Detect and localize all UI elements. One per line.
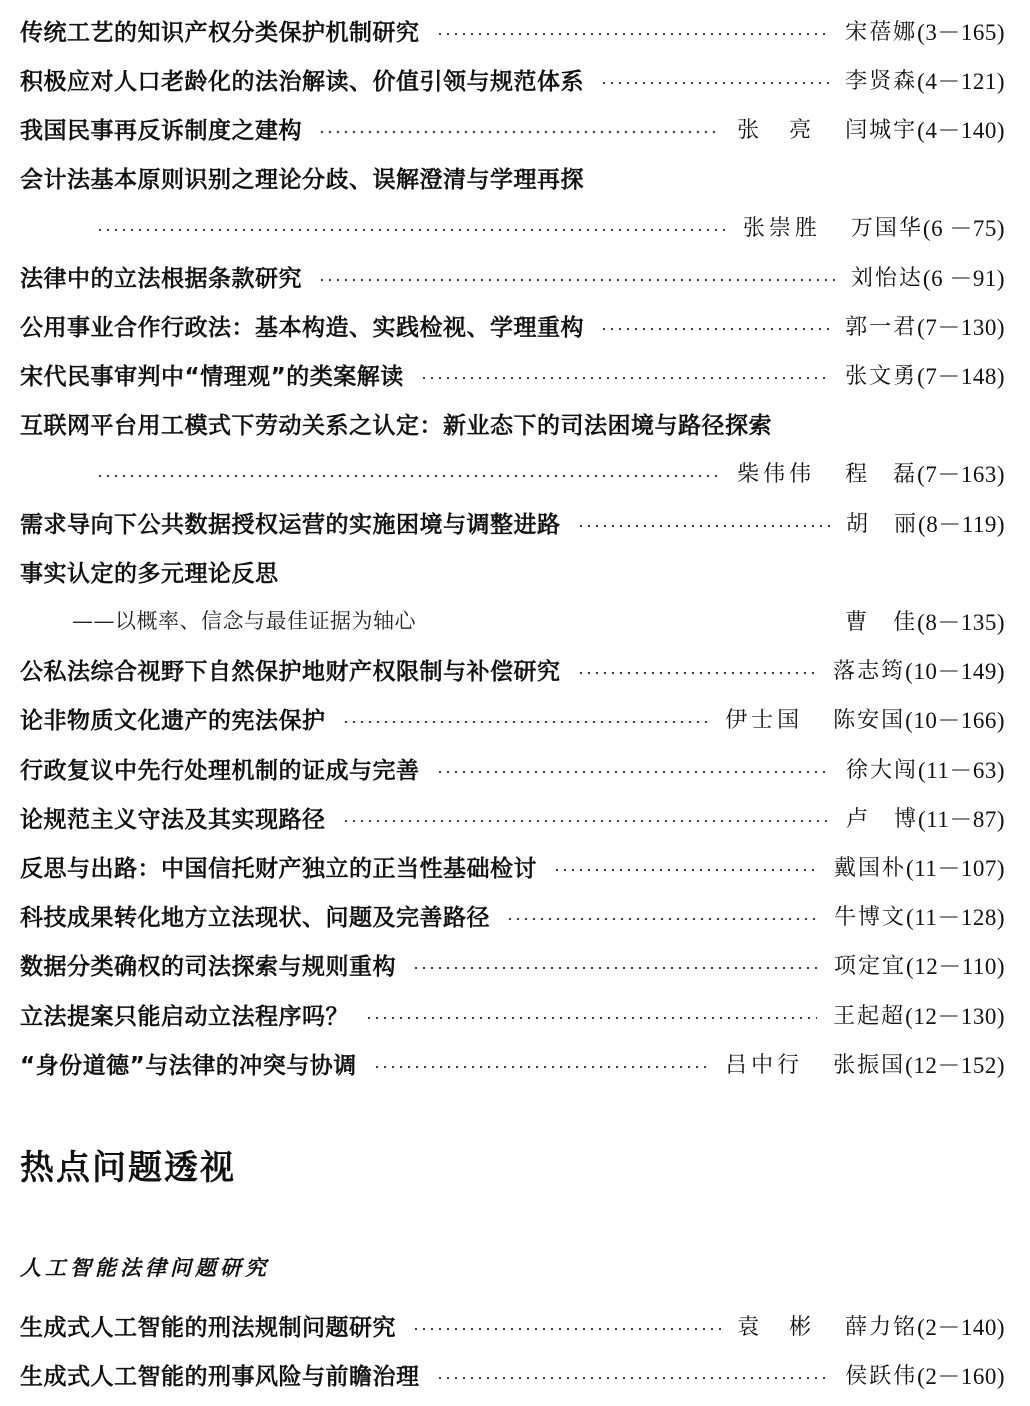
entry-title: 公用事业合作行政法：基本构造、实践检视、学理重构 — [20, 314, 584, 341]
entry-page-ref: (12－152) — [905, 1052, 1005, 1078]
entry-author: 薛力铭 — [845, 1314, 918, 1340]
dot-leader — [577, 525, 831, 527]
dot-leader — [600, 328, 829, 330]
dot-leader — [412, 1328, 721, 1330]
entry-author: 张文勇 — [845, 363, 918, 389]
entry-page-ref: (11－128) — [906, 904, 1005, 930]
entry-author: 刘怡达 — [850, 265, 923, 291]
entry-author: 戴国朴 — [834, 855, 907, 881]
toc-entry — [20, 848, 1005, 884]
entry-title: 法律中的立法根据条款研究 — [20, 265, 302, 292]
entry-page-ref: (2－140) — [917, 1314, 1005, 1340]
dot-leader — [436, 1377, 830, 1379]
entry-page-ref: (4－121) — [917, 68, 1005, 94]
entry-page-ref: (11－107) — [906, 855, 1005, 881]
entry-title: 生成式人工智能的刑事风险与前瞻治理 — [20, 1363, 420, 1390]
dot-leader — [420, 377, 829, 379]
entry-page-ref: (12－130) — [905, 1003, 1005, 1029]
entry-page-ref: (7－148) — [917, 363, 1005, 389]
toc-entry — [20, 996, 1005, 1032]
dot-leader — [96, 229, 727, 231]
toc-entry — [20, 405, 1005, 441]
entry-author: 胡 丽 — [846, 511, 919, 537]
entry-title: 立法提案只能启动立法程序吗？ — [20, 1003, 349, 1030]
dot-leader — [506, 918, 818, 920]
entry-page-ref: (6 －75) — [922, 215, 1005, 241]
entry-author: 万国华 — [850, 215, 923, 241]
entry-author: 王起超 — [833, 1003, 906, 1029]
toc-entry — [20, 946, 1005, 982]
entry-page-ref: (7－130) — [917, 314, 1005, 340]
dot-leader — [373, 1066, 709, 1068]
entry-author: 张振国 — [833, 1052, 906, 1078]
entry-author: 闫城宇 — [845, 117, 918, 143]
entry-author: 落志筠 — [833, 658, 906, 684]
entry-subtitle: ——以概率、信念与最佳证据为轴心 — [72, 609, 416, 633]
entry-author-first: 柴伟伟 — [737, 461, 816, 487]
entry-title: 互联网平台用工模式下劳动关系之认定：新业态下的司法困境与路径探索 — [20, 412, 772, 439]
toc-entry-continuation — [20, 454, 1005, 490]
toc-entry — [20, 1307, 1005, 1343]
toc-entry — [20, 553, 1005, 589]
entry-author: 郭一君 — [845, 314, 918, 340]
toc-entry-continuation — [20, 602, 1005, 638]
dot-leader — [412, 967, 818, 969]
toc-entry — [20, 12, 1005, 48]
entry-page-ref: (2－160) — [917, 1363, 1005, 1389]
entry-title: 宋代民事审判中“情理观”的类案解读 — [20, 363, 404, 390]
dot-leader — [96, 475, 721, 477]
dot-leader — [318, 279, 835, 281]
entry-author-first: 张崇胜 — [742, 215, 821, 241]
entry-author: 宋蓓娜 — [845, 19, 918, 45]
toc-entry — [20, 504, 1005, 540]
entry-page-ref: (4－140) — [917, 117, 1005, 143]
entry-page-ref: (10－149) — [905, 658, 1005, 684]
entry-page-ref: (6 －91) — [922, 265, 1005, 291]
entry-page-ref: (8－135) — [917, 609, 1005, 635]
subsection-heading: 人工智能法律问题研究 — [20, 1255, 270, 1280]
entry-author: 曹 佳 — [845, 609, 918, 635]
entry-title: “身份道德”与法律的冲突与协调 — [20, 1052, 357, 1079]
spacer — [432, 623, 829, 625]
entry-title: 行政复议中先行处理机制的证成与完善 — [20, 757, 420, 784]
entry-author: 李贤森 — [845, 68, 918, 94]
entry-title: 生成式人工智能的刑法规制问题研究 — [20, 1314, 396, 1341]
entry-title: 论非物质文化遗产的宪法保护 — [20, 707, 326, 734]
dot-leader — [577, 672, 818, 674]
entry-title: 公私法综合视野下自然保护地财产权限制与补偿研究 — [20, 658, 561, 685]
toc-entry — [20, 110, 1005, 146]
toc-entry — [20, 700, 1005, 736]
toc-entry — [20, 61, 1005, 97]
entry-page-ref: (7－163) — [917, 461, 1005, 487]
toc-entry — [20, 356, 1005, 392]
entry-title: 需求导向下公共数据授权运营的实施困境与调整进路 — [20, 511, 561, 538]
toc-entry — [20, 750, 1005, 786]
entry-page-ref: (10－166) — [905, 707, 1005, 733]
toc-entry — [20, 159, 1005, 195]
entry-title: 事实认定的多元理论反思 — [20, 560, 279, 587]
entry-author: 项定宜 — [834, 953, 907, 979]
toc-entry — [20, 258, 1005, 294]
toc-entry — [20, 1356, 1005, 1392]
entry-page-ref: (8－119) — [918, 511, 1005, 537]
entry-author: 牛博文 — [834, 904, 907, 930]
toc-entry — [20, 799, 1005, 835]
dot-leader — [342, 721, 710, 723]
entry-author-first: 张 亮 — [737, 117, 816, 143]
entry-title: 论规范主义守法及其实现路径 — [20, 806, 326, 833]
dot-leader — [600, 82, 829, 84]
dot-leader — [318, 131, 721, 133]
toc-entry — [20, 897, 1005, 933]
toc-entry-continuation — [20, 208, 1005, 244]
entry-author-first: 伊士国 — [725, 707, 804, 733]
entry-author-first: 吕中行 — [725, 1052, 804, 1078]
entry-title: 科技成果转化地方立法现状、问题及完善路径 — [20, 904, 490, 931]
toc-entry — [20, 651, 1005, 687]
entry-title: 数据分类确权的司法探索与规则重构 — [20, 953, 396, 980]
entry-page-ref: (11－87) — [918, 806, 1005, 832]
entry-author: 徐大闯 — [846, 757, 919, 783]
toc-entry — [20, 307, 1005, 343]
section-heading: 热点问题透视 — [20, 1148, 236, 1188]
entry-title: 积极应对人口老龄化的法治解读、价值引领与规范体系 — [20, 68, 584, 95]
dot-leader — [342, 820, 831, 822]
dot-leader — [553, 869, 818, 871]
entry-title: 我国民事再反诉制度之建构 — [20, 117, 302, 144]
dot-leader — [436, 33, 830, 35]
entry-page-ref: (11－63) — [918, 757, 1005, 783]
toc-entry — [20, 1045, 1005, 1081]
entry-author: 侯跃伟 — [845, 1363, 918, 1389]
entry-title: 传统工艺的知识产权分类保护机制研究 — [20, 19, 420, 46]
entry-author: 程 磊 — [845, 461, 918, 487]
entry-page-ref: (3－165) — [917, 19, 1005, 45]
entry-author: 陈安国 — [833, 707, 906, 733]
entry-page-ref: (12－110) — [906, 953, 1005, 979]
entry-author: 卢 博 — [846, 806, 919, 832]
dot-leader — [365, 1017, 817, 1019]
entry-title: 会计法基本原则识别之理论分歧、误解澄清与学理再探 — [20, 166, 584, 193]
entry-title: 反思与出路：中国信托财产独立的正当性基础检讨 — [20, 855, 537, 882]
dot-leader — [436, 771, 831, 773]
entry-author-first: 袁 彬 — [737, 1314, 816, 1340]
